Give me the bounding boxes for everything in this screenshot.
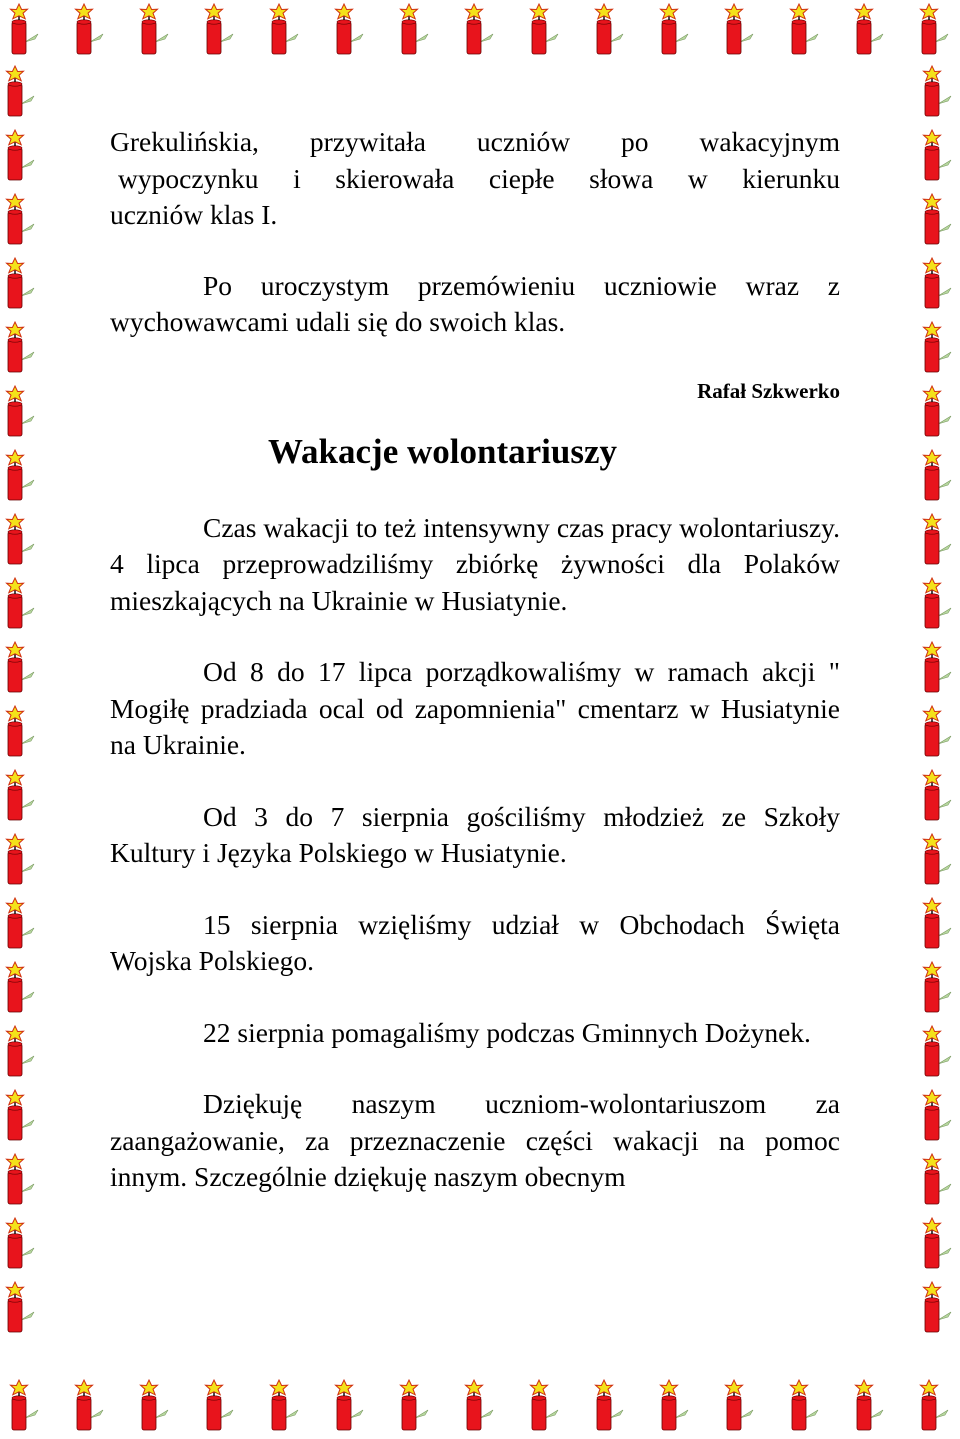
article-title: Wakacje wolontariuszy: [267, 431, 617, 471]
candle-icon: [924, 706, 952, 756]
candle-icon: [596, 4, 624, 54]
candle-icon: [924, 1026, 952, 1076]
candle-icon: [924, 258, 952, 308]
candle-icon: [924, 194, 952, 244]
candle-icon: [924, 322, 952, 372]
paragraph-food-collection: Czas wakacji to też intensywny czas pracy wolontariuszy. 4 lipca przeprowadziliśmy zbiórkę żywności dla Polaków mieszkających na Ukrainie w Husiatynie.: [110, 511, 840, 616]
candle-icon: [924, 130, 952, 180]
candle-icon: [7, 322, 35, 372]
candle-icon: [206, 4, 234, 54]
candle-icon: [7, 1026, 35, 1076]
article-content: [110, 124, 840, 1196]
candle-icon: [7, 66, 35, 116]
candle-icon: [924, 66, 952, 116]
candle-icon: [466, 1380, 494, 1430]
candle-icon: [206, 1380, 234, 1430]
candle-icon: [7, 578, 35, 628]
candle-icon: [76, 4, 104, 54]
candle-icon: [924, 1154, 952, 1204]
candle-icon: [921, 4, 949, 54]
candle-icon: [7, 1282, 35, 1332]
candle-icon: [726, 4, 754, 54]
candle-icon: [7, 258, 35, 308]
candle-icon: [924, 1282, 952, 1332]
candle-icon: [924, 450, 952, 500]
candle-icon: [856, 4, 884, 54]
candle-icon: [661, 4, 689, 54]
candle-icon: [7, 514, 35, 564]
candle-icon: [924, 1218, 952, 1268]
candle-icon: [7, 386, 35, 436]
candle-icon: [924, 898, 952, 948]
candle-icon: [924, 1090, 952, 1140]
candle-icon: [924, 770, 952, 820]
candle-icon: [7, 450, 35, 500]
candle-icon: [7, 834, 35, 884]
candle-icon: [924, 962, 952, 1012]
candle-icon: [336, 1380, 364, 1430]
candle-icon: [7, 706, 35, 756]
candle-icon: [141, 1380, 169, 1430]
candle-icon: [7, 962, 35, 1012]
candle-icon: [7, 642, 35, 692]
candle-icon: [336, 4, 364, 54]
candle-icon: [924, 578, 952, 628]
candle-icon: [791, 1380, 819, 1430]
candle-icon: [921, 1380, 949, 1430]
candle-icon: [466, 4, 494, 54]
candle-icon: [7, 1090, 35, 1140]
candle-icon: [401, 4, 429, 54]
paragraph-harvest-festival: 22 sierpnia pomagaliśmy podczas Gminnych Dożynek.: [203, 1016, 811, 1048]
candle-icon: [271, 4, 299, 54]
candle-icon: [924, 514, 952, 564]
intro-paragraph: [110, 124, 840, 234]
candle-icon: [531, 4, 559, 54]
intro-line-2: wypoczynku i skierowała ciepłe słowa w kierunku: [118, 162, 840, 194]
candle-icon: [401, 1380, 429, 1430]
candle-icon: [924, 834, 952, 884]
author-signature: Rafał Szkwerko: [697, 378, 840, 403]
candle-icon: [7, 770, 35, 820]
intro-line-3: uczniów klas I.: [110, 199, 278, 230]
candle-icon: [7, 130, 35, 180]
closing-paragraph: Po uroczystym przemówieniu uczniowie wraz z wychowawcami udali się do swoich klas.: [110, 269, 840, 337]
candle-icon: [7, 898, 35, 948]
candle-icon: [924, 642, 952, 692]
paragraph-school-guests: Od 3 do 7 sierpnia gościliśmy młodzież ze Szkoły Kultury i Języka Polskiego w Husiatynie.: [110, 800, 840, 868]
candle-icon: [856, 1380, 884, 1430]
paragraph-thanks: Dziękuję naszym uczniom-wolontariuszom za zaangażowanie, za przeznaczenie części wakacji na pomoc innym. Szczególnie dziękuję naszym obecnym: [110, 1088, 840, 1192]
paragraph-cemetery: Od 8 do 17 lipca porządkowaliśmy w ramach akcji " Mogiłę pradziada ocal od zapomnienia" cmentarz w Husiatynie na Ukrainie.: [110, 656, 840, 760]
candle-icon: [726, 1380, 754, 1430]
candle-icon: [7, 194, 35, 244]
candle-icon: [76, 1380, 104, 1430]
candle-icon: [7, 1218, 35, 1268]
paragraph-army-day: 15 sierpnia wzięliśmy udział w Obchodach Święta Wojska Polskiego.: [110, 908, 840, 976]
candle-icon: [596, 1380, 624, 1430]
candle-icon: [271, 1380, 299, 1430]
candle-icon: [924, 386, 952, 436]
candle-icon: [11, 1380, 39, 1430]
candle-icon: [11, 4, 39, 54]
candle-icon: [791, 4, 819, 54]
candle-icon: [661, 1380, 689, 1430]
candle-icon: [531, 1380, 559, 1430]
intro-line-1: Grekulińskia, przywitała uczniów po wakacyjnym: [110, 126, 840, 157]
candle-icon: [141, 4, 169, 54]
candle-icon: [7, 1154, 35, 1204]
